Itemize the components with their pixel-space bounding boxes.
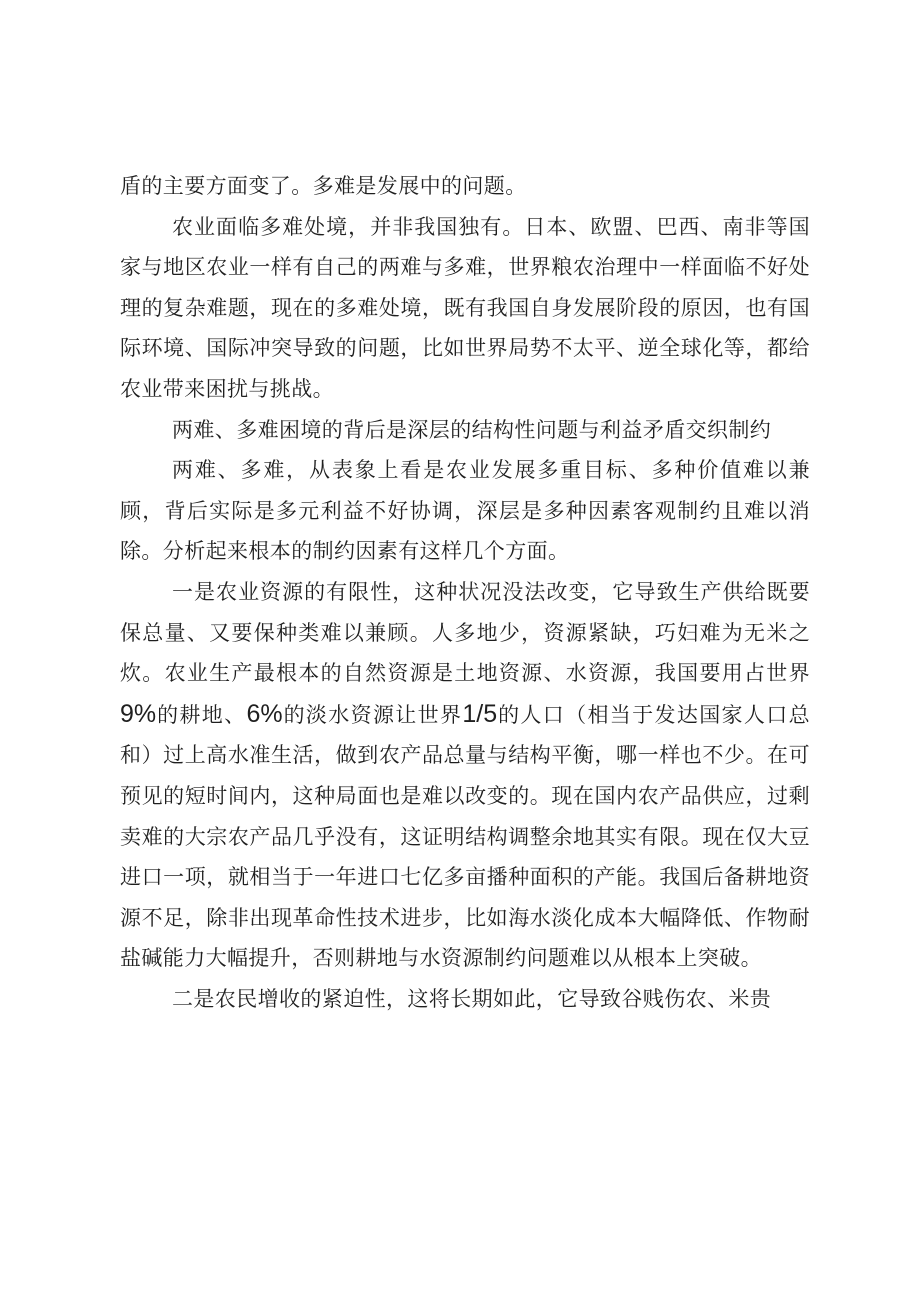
number-fresh-water: 6% [246,699,283,728]
number-population: 1/5 [462,699,498,728]
paragraph-farmer-income: 二是农民增收的紧迫性，这将长期如此，它导致谷贱伤农、米贵 [172,986,772,1011]
text-run: 一是农业资源的有限性，这种状况没法改变，它导致生产供给既要保总量、又要保种类难以兼顾。人多地少，资源紧缺，巧妇难为无米之炊。农业生产最根本的自然资源是土地资源、水资源，我国要用占世界 [120,579,810,686]
document-body [120,166,810,1019]
section-heading: 两难、多难困境的背后是深层的结构性问题与利益矛盾交织制约 [172,417,772,442]
number-arable-land: 9% [120,699,157,728]
text-run: 的淡水资源让世界 [282,702,463,727]
paragraph-continuation: 盾的主要方面变了。多难是发展中的问题。 [120,174,527,198]
paragraph-multiple-difficulties: 农业面临多难处境，并非我国独有。日本、欧盟、巴西、南非等国家与地区农业一样有自己的两难与多难，世界粮农治理中一样面临不好处理的复杂难题，现在的多难处境，既有我国自身发展阶段的原因，也有国际环境、国际冲突导致的问题，比如世界局势不太平、逆全球化等，都给农业带来困扰与挑战。 [120,214,810,401]
text-run: 的人口（相当于发达国家人口总和）过上高水准生活，做到农产品总量与结构平衡，哪一样也不少。在可预见的短时间内，这种局面也是难以改变的。现在国内农产品供应，过剩卖难的大宗农产品几乎没有，这证明结构调整余地其实有限。现在仅大豆进口一项，就相当于一年进口七亿多亩播种面积的产能。我国后备耕地资源不足，除非出现革命性技术进步，比如海水淡化成本大幅降低、作物耐盐碱能力大幅提升，否则耕地与水资源制约问题难以从根本上突破。 [120,702,810,971]
paragraph-surface-analysis: 两难、多难，从表象上看是农业发展多重目标、多种价值难以兼顾，背后实际是多元利益不好协调，深层是多种因素客观制约且难以消除。分析起来根本的制约因素有这样几个方面。 [120,458,810,564]
paragraph-resource-limits [120,572,810,979]
text-run: 的耕地、 [156,702,247,727]
